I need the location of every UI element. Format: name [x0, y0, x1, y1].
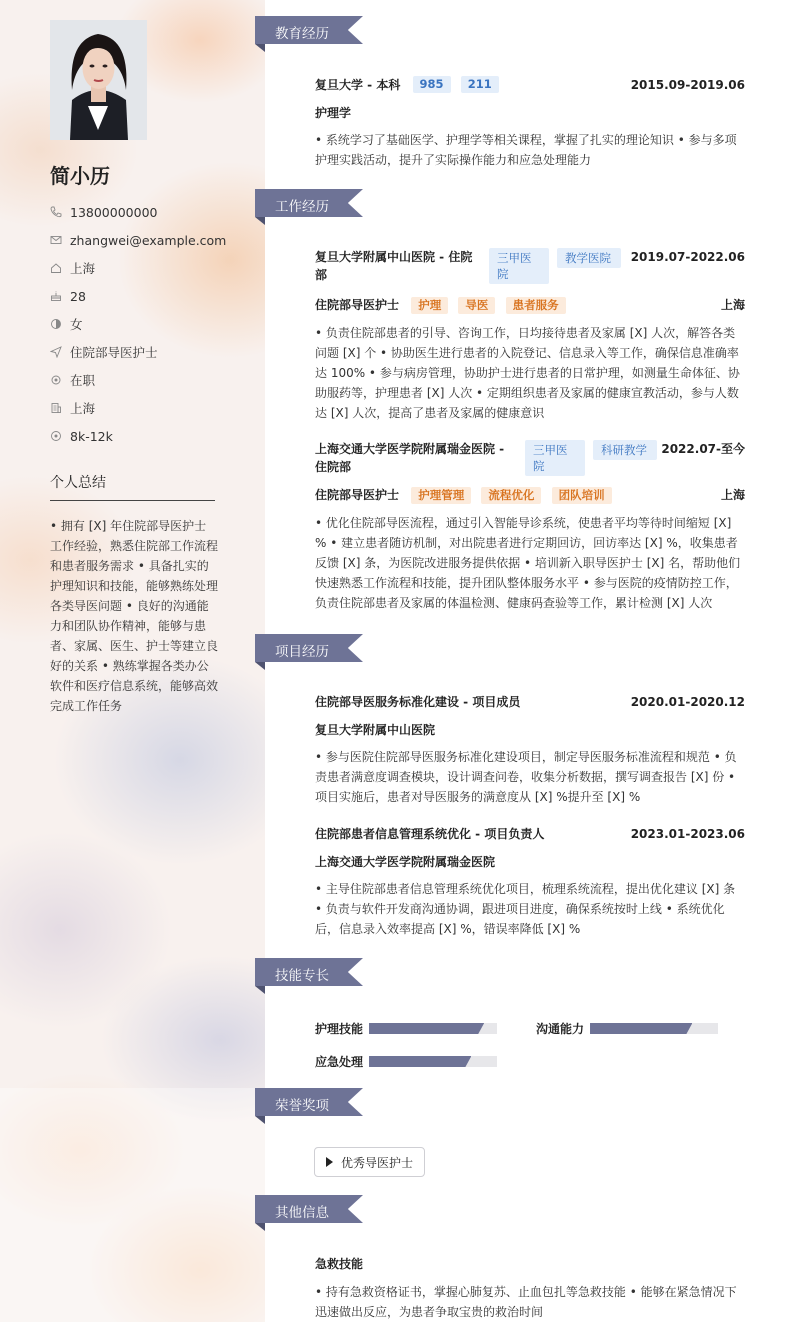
- home-icon: [50, 262, 62, 274]
- work-location: 上海: [720, 488, 745, 502]
- section-skills-title: 技能专长: [275, 968, 329, 984]
- education-date: 2015.09-2019.06: [630, 78, 745, 92]
- project-name: 住院部导医服务标准化建设 - 项目成员: [315, 695, 521, 709]
- project-desc: • 主导住院部患者信息管理系统优化项目，梳理系统流程，提出优化建议 [X] 条 • 负责与软件开发商沟通协调，跟进项目进度，确保系统按时上线 • 系统优化后，信息录入效率提高 [X] %，错误率降低 [X] %: [315, 882, 736, 936]
- skill-bar-fill: [590, 1023, 692, 1034]
- work-company: 上海交通大学医学院附属瑞金医院 - 住院部: [315, 442, 505, 474]
- project-date: 2020.01-2020.12: [630, 695, 745, 709]
- info-age: [50, 282, 250, 310]
- work-skill-tag: 护理: [411, 297, 448, 314]
- skill-bar-track: [369, 1056, 497, 1067]
- other-entry: [315, 1255, 745, 1322]
- info-phone-text: 13800000000: [70, 204, 158, 220]
- education-entry: [315, 76, 745, 170]
- gender-icon: [50, 318, 62, 330]
- avatar: [50, 20, 147, 140]
- skill-bar-track: [369, 1023, 497, 1034]
- project-entry: [315, 825, 745, 939]
- info-city: [50, 254, 250, 282]
- project-name: 住院部患者信息管理系统优化 - 项目负责人: [315, 827, 545, 841]
- section-work-title: 工作经历: [275, 199, 329, 215]
- work-skill-tag: 流程优化: [481, 487, 541, 504]
- skill-bar-fill: [369, 1056, 471, 1067]
- info-salary: [50, 422, 250, 450]
- section-education-title: 教育经历: [275, 26, 329, 42]
- other-title: 急救技能: [315, 1257, 364, 1271]
- info-position-text: 住院部导医护士: [70, 345, 158, 360]
- info-age-text: 28: [70, 288, 86, 304]
- work-location: 上海: [720, 298, 745, 312]
- project-date: 2023.01-2023.06: [630, 827, 745, 841]
- work-date: 2022.07-至今: [661, 442, 745, 456]
- education-tag: 211: [461, 76, 499, 93]
- info-email: [50, 226, 250, 254]
- work-role: 住院部导医护士: [315, 298, 400, 312]
- skill-name: 应急处理: [315, 1055, 364, 1069]
- summary-text: • 拥有 [X] 年住院部导医护士工作经验，熟悉住院部工作流程和患者服务需求 • 具备扎实的护理知识和技能，能够熟练处理各类导医问题 • 良好的沟通能力和团队协作精神，能够与患者、家属、医生、护士等建立良好的关系 • 熟练掌握各类办公软件和医疗信息系统，能够高效完成工作任务: [50, 519, 219, 713]
- other-desc: • 持有急救资格证书，掌握心肺复苏、止血包扎等急救技能 • 能够在紧急情况下迅速做出反应，为患者争取宝贵的救治时间: [315, 1285, 737, 1319]
- profile-name: 简小历: [50, 164, 110, 188]
- send-icon: [50, 346, 62, 358]
- info-gender: [50, 310, 250, 338]
- info-target-city: [50, 394, 250, 422]
- info-city-text: 上海: [70, 261, 96, 276]
- section-other-header: [255, 1195, 363, 1225]
- sidebar-lower-background: [0, 1088, 265, 1322]
- work-desc: • 优化住院部导医流程，通过引入智能导诊系统，使患者平均等待时间缩短 [X] % • 建立患者随访机制，对出院患者进行定期回访，回访率达 [X] %，收集患者反馈 [X] 条，为医院改进服务提供依据 • 培训新入职导医护士 [X] 名，帮助他们快速熟悉工作流程和技能，提升团队整体服务水平 • 参与医院的疫情防控工作，负责住院部患者及家属的体温检测、健康码查验等工作，累计检测 [X] 人次: [315, 516, 741, 610]
- award-badge: [314, 1147, 425, 1177]
- work-company-tag: 教学医院: [557, 248, 621, 268]
- work-desc: • 负责住院部患者的引导、咨询工作，日均接待患者及家属 [X] 人次，解答各类问题 [X] 个 • 协助医生进行患者的入院登记、信息录入等工作，确保信息准确率达 100% • 参与病房管理，协助护士进行患者的日常护理，如测量生命体征、协助服药等，护理患者 [X] 人次 • 定期组织患者及家属的健康宣教活动，参与人数达 [X] 人次，提高了患者及家属的健康意识: [315, 326, 740, 420]
- info-status-text: 在职: [70, 373, 96, 388]
- info-email-text: zhangwei@example.com: [70, 232, 227, 248]
- work-skill-tag: 团队培训: [552, 487, 612, 504]
- info-salary-text: 8k-12k: [70, 428, 113, 444]
- work-date: 2019.07-2022.06: [630, 250, 745, 264]
- info-target-city-text: 上海: [70, 401, 96, 416]
- skill-name: 沟通能力: [536, 1022, 585, 1036]
- summary-title: 个人总结: [50, 472, 215, 501]
- skill-bar-fill: [369, 1023, 484, 1034]
- section-project-header: [255, 634, 363, 664]
- work-role: 住院部导医护士: [315, 488, 400, 502]
- education-tag: 985: [413, 76, 451, 93]
- contact-info-list: [50, 198, 250, 450]
- info-position: [50, 338, 250, 366]
- cake-icon: [50, 290, 62, 302]
- money-icon: [50, 430, 62, 442]
- education-major: 护理学: [315, 106, 352, 120]
- skill-item: [315, 1020, 497, 1037]
- work-entry: [315, 248, 745, 423]
- phone-icon: [50, 206, 62, 218]
- play-icon: [326, 1157, 333, 1167]
- status-icon: [50, 374, 62, 386]
- sidebar: [0, 0, 265, 1322]
- education-desc: • 系统学习了基础医学、护理学等相关课程，掌握了扎实的理论知识 • 参与多项护理实践活动，提升了实际操作能力和应急处理能力: [315, 133, 737, 167]
- building-icon: [50, 402, 62, 414]
- work-company-tag: 科研教学: [593, 440, 657, 460]
- work-skill-tag: 患者服务: [506, 297, 566, 314]
- work-company-tag: 三甲医院: [489, 248, 549, 284]
- mail-icon: [50, 234, 62, 246]
- work-company-tag: 三甲医院: [525, 440, 585, 476]
- work-entry: [315, 440, 745, 613]
- skill-name: 护理技能: [315, 1022, 364, 1036]
- project-org: 上海交通大学医学院附属瑞金医院: [315, 855, 496, 869]
- section-honors-header: [255, 1088, 363, 1118]
- section-education-header: [255, 16, 363, 46]
- education-school: 复旦大学 - 本科: [315, 78, 401, 92]
- section-project-title: 项目经历: [275, 644, 329, 660]
- info-status: [50, 366, 250, 394]
- project-desc: • 参与医院住院部导医服务标准化建设项目，制定导医服务标准流程和规范 • 负责患者满意度调查模块，设计调查问卷，收集分析数据，撰写调查报告 [X] 份 • 项目实施后，患者对导医服务的满意度从 [X] %提升至 [X] %: [315, 750, 737, 804]
- skill-item: [536, 1020, 718, 1037]
- section-work-header: [255, 189, 363, 219]
- project-org: 复旦大学附属中山医院: [315, 723, 436, 737]
- work-company: 复旦大学附属中山医院 - 住院部: [315, 250, 473, 282]
- skill-bar-track: [590, 1023, 718, 1034]
- section-skills-header: [255, 958, 363, 988]
- skill-item: [315, 1053, 497, 1070]
- work-skill-tag: 护理管理: [411, 487, 471, 504]
- project-entry: [315, 693, 745, 807]
- info-phone: [50, 198, 250, 226]
- work-skill-tag: 导医: [458, 297, 495, 314]
- section-other-title: 其他信息: [275, 1205, 329, 1221]
- award-name: 优秀导医护士: [341, 1155, 414, 1170]
- info-gender-text: 女: [70, 317, 83, 332]
- section-honors-title: 荣誉奖项: [275, 1098, 329, 1114]
